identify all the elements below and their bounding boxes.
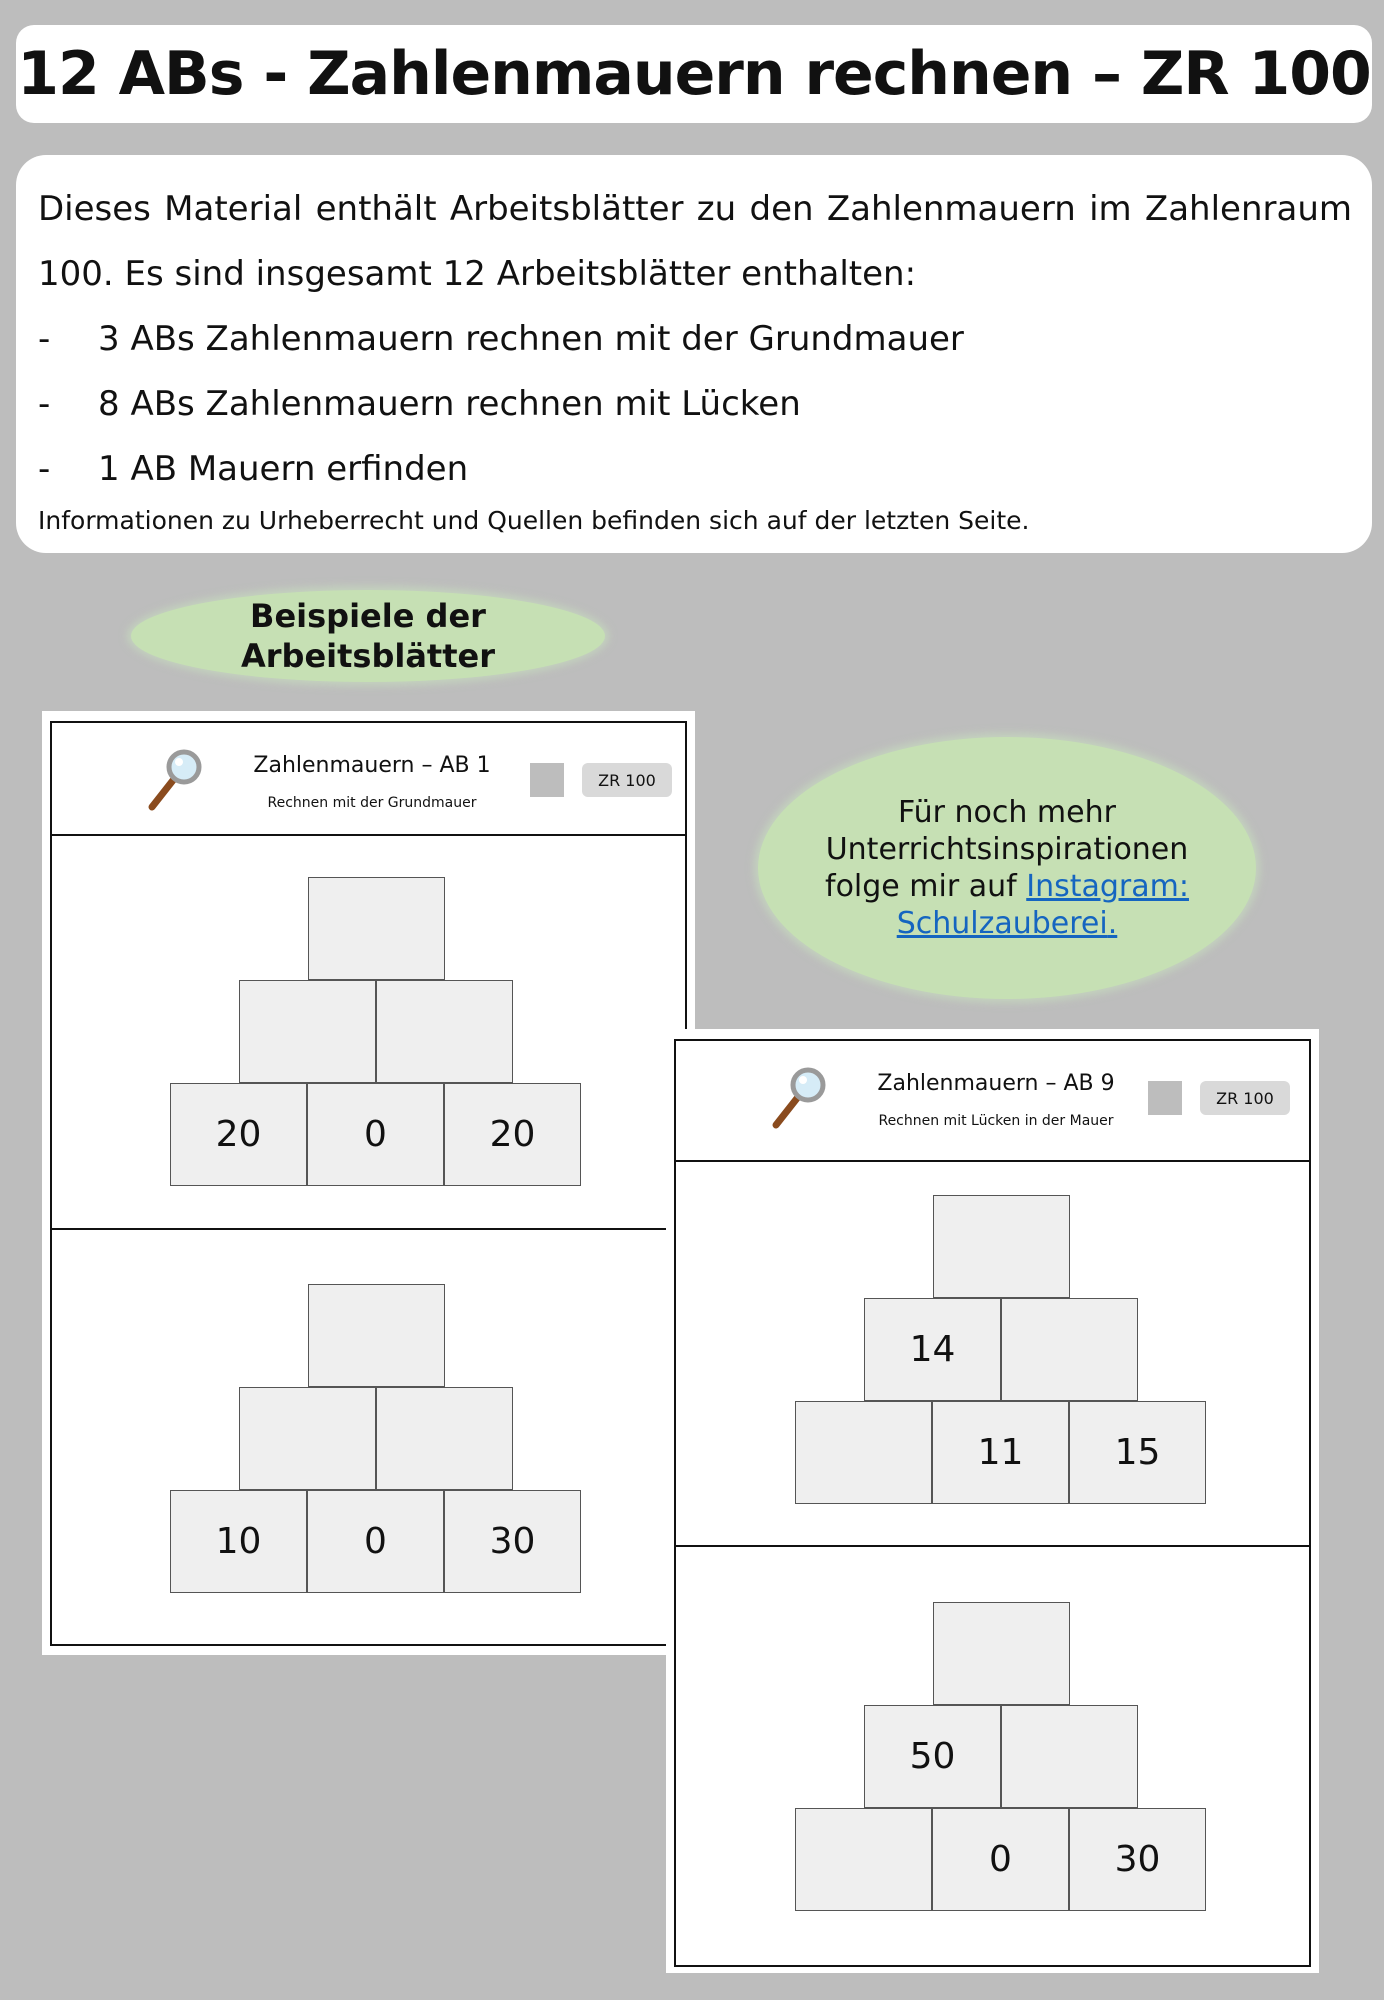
instagram-link-dot: .: [1107, 906, 1118, 941]
zr-badge: ZR 100: [582, 763, 672, 797]
bullet-text: 1 AB Mauern erfinden: [98, 449, 469, 489]
brick: 15: [1069, 1401, 1206, 1504]
bullet-item: [38, 437, 1352, 502]
examples-label-line1: Beispiele der: [250, 597, 486, 635]
worksheet-header: [676, 1041, 1309, 1162]
instagram-link[interactable]: Instagram:: [1026, 869, 1189, 904]
magnifier-icon: [144, 747, 206, 813]
bullet-item: [38, 372, 1352, 437]
worksheet-preview-ab1: [42, 711, 695, 1655]
section-divider: [52, 1228, 685, 1230]
brick: 0: [307, 1490, 444, 1593]
brick: [795, 1401, 932, 1504]
section-divider: [676, 1545, 1309, 1547]
brick: 20: [444, 1083, 581, 1186]
brick: 0: [932, 1808, 1069, 1911]
insta-line1: Für noch mehr: [898, 795, 1116, 830]
brick: [795, 1808, 932, 1911]
brick: 11: [932, 1401, 1069, 1504]
bullet-item: [38, 307, 1352, 372]
brick: 30: [444, 1490, 581, 1593]
title-box: [16, 25, 1372, 123]
instagram-callout: [758, 737, 1256, 999]
worksheet-preview-ab9: [666, 1029, 1319, 1973]
examples-label: [131, 590, 605, 682]
brick: 14: [864, 1298, 1001, 1401]
magnifier-icon: [768, 1065, 830, 1131]
brick: 30: [1069, 1808, 1206, 1911]
brick: 50: [864, 1705, 1001, 1808]
instagram-link-handle[interactable]: Schulzauberei: [896, 906, 1108, 941]
copyright-note: Informationen zu Urheberrecht und Quellen befinden sich auf der letzten Seite.: [38, 506, 1030, 535]
insta-line3: folge mir auf: [825, 869, 1027, 904]
bullet-dash: -: [38, 449, 51, 489]
brick: [308, 1284, 445, 1387]
brick: [376, 980, 513, 1083]
color-square: [530, 763, 564, 797]
brick: 10: [170, 1490, 307, 1593]
bullet-dash: -: [38, 384, 51, 424]
intro-text: Dieses Material enthält Arbeitsblätter zu den Zahlenmauern im Zahlenraum 100. Es sind insgesamt 12 Arbeitsblätter enthalten:: [38, 189, 1352, 294]
bullet-dash: -: [38, 319, 51, 359]
page-title: 12 ABs - Zahlenmauern rechnen – ZR 100: [17, 39, 1371, 109]
brick: [239, 1387, 376, 1490]
brick: [933, 1195, 1070, 1298]
worksheet-subtitle: Rechnen mit der Grundmauer: [267, 795, 477, 811]
worksheet-title: Zahlenmauern – AB 1: [253, 753, 491, 778]
brick: [376, 1387, 513, 1490]
examples-label-line2: Arbeitsblätter: [240, 637, 495, 675]
worksheet-subtitle: Rechnen mit Lücken in der Mauer: [878, 1113, 1114, 1129]
brick: [1001, 1705, 1138, 1808]
brick: [239, 980, 376, 1083]
insta-line2: Unterrichtsinspirationen: [825, 832, 1189, 867]
bullet-text: 8 ABs Zahlenmauern rechnen mit Lücken: [98, 384, 801, 424]
brick: [308, 877, 445, 980]
color-square: [1148, 1081, 1182, 1115]
worksheet-header: [52, 723, 685, 836]
brick: [1001, 1298, 1138, 1401]
brick: 0: [307, 1083, 444, 1186]
intro-box: [16, 155, 1372, 553]
bullet-text: 3 ABs Zahlenmauern rechnen mit der Grundmauer: [98, 319, 964, 359]
brick: 20: [170, 1083, 307, 1186]
brick: [933, 1602, 1070, 1705]
worksheet-title: Zahlenmauern – AB 9: [877, 1071, 1115, 1096]
zr-badge: ZR 100: [1200, 1081, 1290, 1115]
